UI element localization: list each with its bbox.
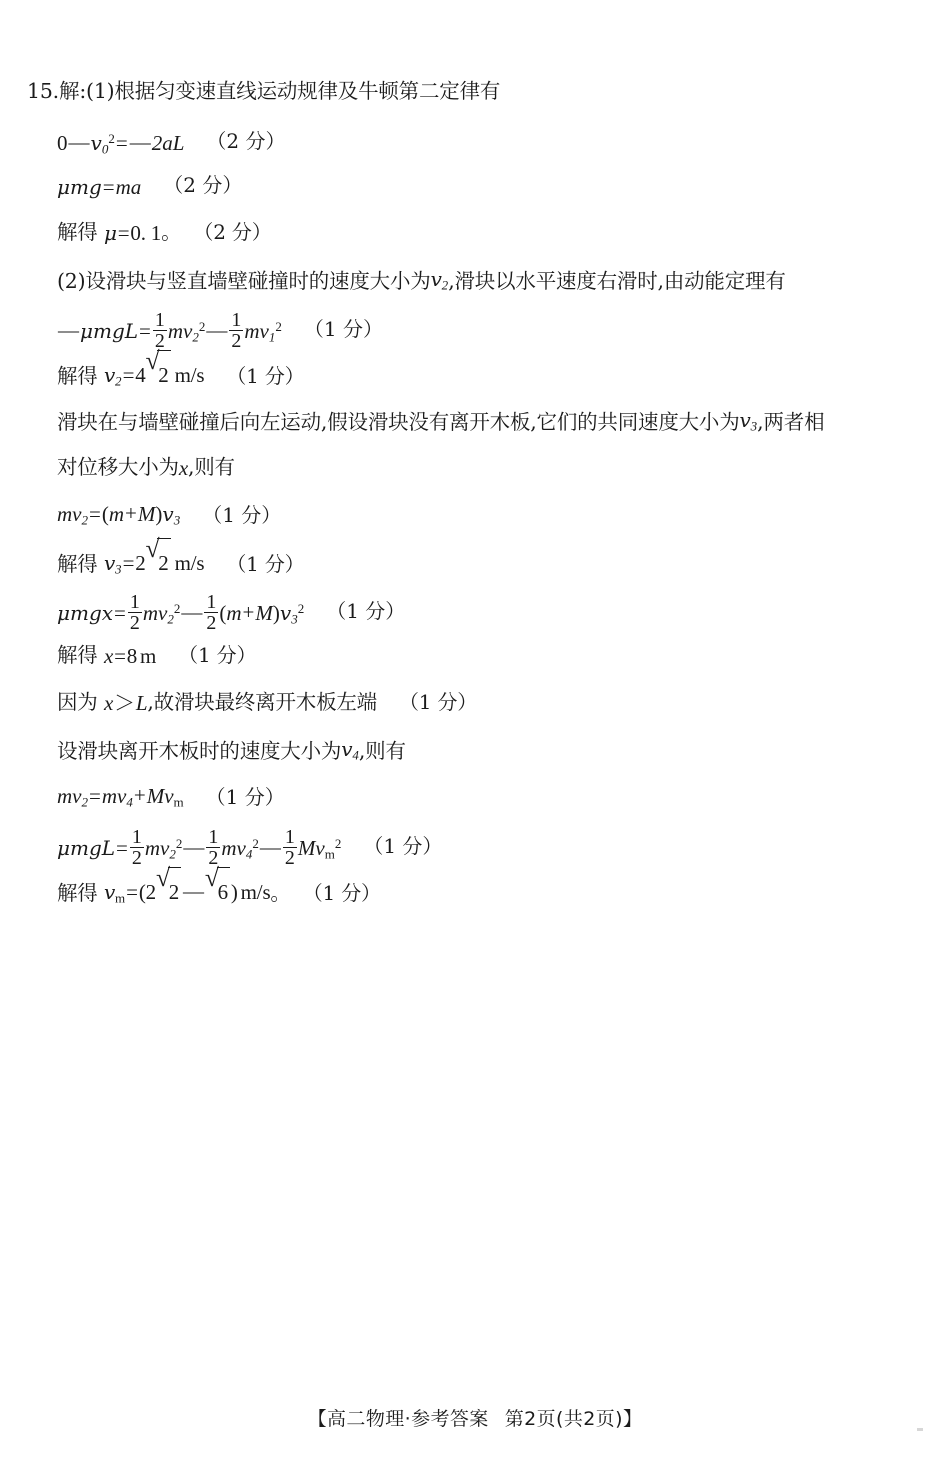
score-10: （1 分）	[398, 690, 478, 714]
score-12: （1 分）	[363, 834, 443, 859]
equation-9: x=8 m	[103, 644, 157, 668]
part2-text-a: 设滑块与竖直墙壁碰撞时的速度大小为	[85, 268, 431, 293]
solve-prefix-3: 解得	[57, 551, 98, 576]
fraction-half-d: $\frac{1}{2}$	[206, 590, 217, 635]
equation-line-9	[27, 632, 932, 679]
solve-prefix-1: 解得	[57, 220, 98, 244]
equation-line-1	[27, 115, 932, 162]
conclusion-line	[27, 679, 932, 726]
equation-line-10	[27, 773, 932, 820]
para3-text-b: ,则有	[358, 738, 406, 763]
score-13: （1 分）	[312, 880, 381, 905]
score-5: （1 分）	[226, 363, 305, 388]
part1-marker: (1)	[86, 79, 115, 103]
fraction-half-c: $\frac{1}{2}$	[129, 590, 140, 635]
paragraph-line-3	[27, 726, 932, 773]
footer-bracket-close: 】	[622, 1408, 643, 1430]
conclusion-text: ,故滑块最终离开木板左端	[147, 690, 377, 714]
equation-5: $v_2=4$ √ 2 m/s	[104, 350, 204, 405]
equation-3: μ=0. 1	[103, 221, 162, 245]
inline-var-v3: $v_3$	[739, 408, 758, 434]
solution-heading-line	[27, 68, 932, 115]
paragraph-line-2	[27, 444, 932, 491]
sqrt-a: √ 2	[146, 350, 171, 399]
score-8: （1 分）	[326, 599, 406, 624]
equation-line-5	[27, 346, 932, 397]
para2-text-a: 对位移大小为	[57, 455, 179, 479]
because-prefix: 因为	[57, 690, 98, 714]
radical-sign: √	[145, 534, 160, 564]
equation-1: $0—v_0^2=—2aL$	[57, 129, 185, 157]
part2-marker: (2)	[57, 268, 86, 293]
equation-line-12	[27, 863, 932, 914]
equation-line-8	[27, 585, 932, 635]
radical-sign: √	[145, 346, 160, 376]
solve-prefix-5: 解得	[57, 880, 98, 905]
inequality-x-gt-L: x＞L	[103, 691, 148, 715]
equation-2: μmg=ma	[57, 174, 142, 199]
footer-page-unit: 页	[536, 1408, 557, 1430]
footer-bracket-open: 【	[307, 1408, 328, 1430]
sqrt-d: √ 6	[205, 867, 230, 916]
fraction-half-a: $\frac{1}{2}$	[154, 308, 165, 353]
fraction-half-g: $\frac{1}{2}$	[284, 825, 295, 870]
equation-4: —μmgL= $\frac{1}{2}$ $mv_2^2—$ $\frac{1}{2}$ $mv_1^2$	[58, 308, 282, 353]
equation-line-6	[27, 491, 932, 538]
equation-line-3	[27, 209, 932, 256]
para2-text-b: ,则有	[187, 455, 235, 479]
question-number: 15.	[27, 79, 60, 103]
footer-page-number: 2	[524, 1408, 537, 1430]
score-2: （2 分）	[163, 173, 243, 197]
para1-text-b: ,两者相	[757, 409, 825, 434]
equation-6: $mv_2=(m+M)v_3$	[57, 501, 181, 528]
inline-var-v2: $v_2$	[430, 267, 449, 293]
footer-total-unit: 页)	[595, 1408, 623, 1430]
period-2: 。	[270, 880, 291, 905]
fraction-half-e: $\frac{1}{2}$	[131, 825, 142, 870]
footer-total-number: 2	[583, 1408, 596, 1430]
footer-separator: ·	[404, 1408, 412, 1430]
fraction-half-f: $\frac{1}{2}$	[208, 825, 219, 870]
score-6: （1 分）	[202, 503, 282, 528]
solve-prefix-2: 解得	[57, 363, 98, 388]
equation-7: $v_3=2$ √ 2 m/s	[104, 538, 204, 593]
solution-label: 解:	[59, 79, 87, 103]
para3-text-a: 设滑块离开木板时的速度大小为	[57, 738, 342, 763]
score-7: （1 分）	[226, 551, 305, 576]
footer-total-open: (共	[556, 1408, 584, 1430]
equation-line-4	[27, 303, 932, 353]
page-footer	[0, 1404, 950, 1431]
inline-var-x: x	[178, 456, 188, 480]
part2-text-b: ,滑块以水平速度右滑时,由动能定理有	[448, 268, 786, 293]
score-9: （1 分）	[178, 643, 257, 667]
inline-var-v4: $v_4$	[341, 737, 359, 763]
score-11: （1 分）	[205, 785, 285, 810]
solve-prefix-4: 解得	[57, 643, 98, 667]
footer-subject-title: 高二物理	[327, 1408, 405, 1430]
solution-body	[27, 68, 932, 914]
footer-page-prefix: 第	[504, 1408, 525, 1430]
equation-12: $v_m=(2$ √ 2 — √ 6 ) m/s	[104, 867, 270, 922]
radical-sign: √	[155, 863, 170, 893]
footer-label: 参考答案	[411, 1408, 489, 1430]
equation-line-2	[27, 162, 932, 209]
para1-text-a: 滑块在与墙壁碰撞后向左运动,假设滑块没有离开木板,它们的共同速度大小为	[57, 409, 740, 434]
score-1: （2 分）	[206, 129, 286, 154]
radical-sign: √	[204, 863, 219, 893]
sqrt-c: √ 2	[156, 867, 181, 916]
equation-line-11	[27, 820, 932, 870]
score-3: （2 分）	[203, 220, 272, 244]
period-1: 。	[161, 220, 182, 244]
fraction-half-b: $\frac{1}{2}$	[231, 308, 242, 353]
score-4: （1 分）	[303, 317, 383, 342]
equation-10: $mv_2=mv_4+Mv_m$	[57, 783, 184, 810]
scan-speck	[917, 1428, 923, 1431]
paragraph-line-1	[27, 397, 932, 444]
equation-line-7	[27, 534, 932, 585]
equation-11: μmgL= $\frac{1}{2}$ $mv_2^2—$ $\frac{1}{2}$ $mv_4^2—$ $\frac{1}{2}$ $Mv_m^2$	[57, 825, 342, 870]
part1-text: 根据匀变速直线运动规律及牛顿第二定律有	[114, 79, 501, 103]
equation-8: μmgx= $\frac{1}{2}$ $mv_2^2—$ $\frac{1}{2}$ $(m+M)v_3^2$	[57, 590, 305, 635]
sqrt-b: √ 2	[146, 538, 171, 587]
part2-intro-line	[27, 256, 932, 303]
